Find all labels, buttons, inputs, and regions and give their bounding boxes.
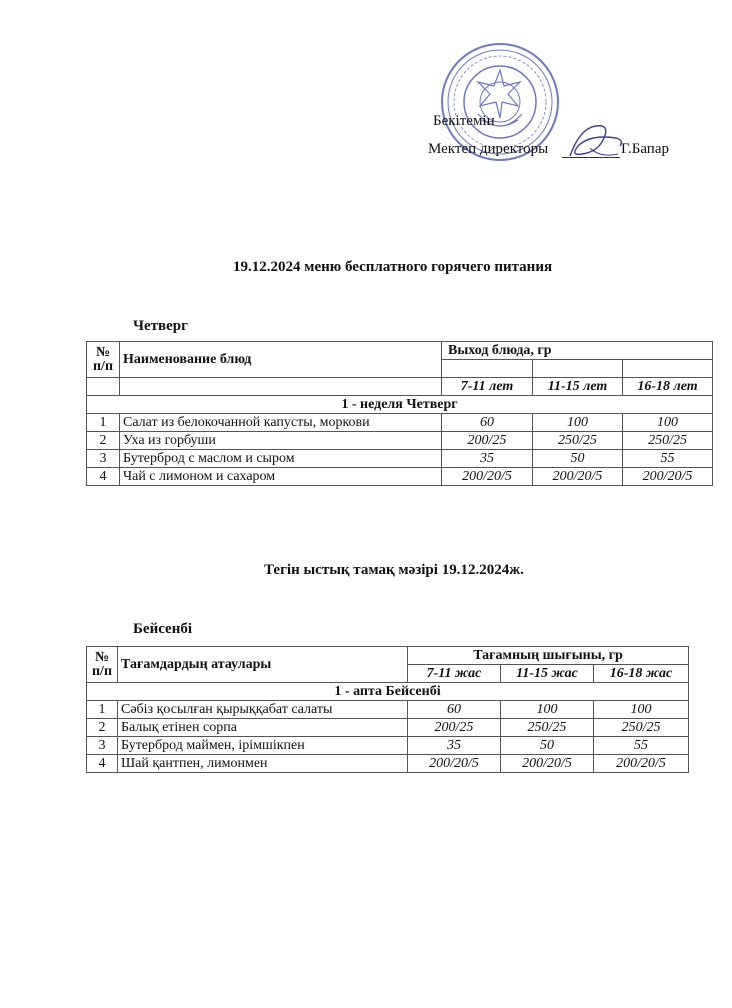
table-row	[87, 468, 713, 486]
portion-value: 250/25	[594, 719, 689, 737]
portion-value: 250/25	[623, 432, 713, 450]
dish-name: Чай с лимоном и сахаром	[120, 468, 442, 486]
portion-value: 100	[501, 701, 594, 719]
ru-blank-cell	[623, 360, 713, 378]
kz-menu-table	[86, 646, 689, 773]
portion-value: 60	[442, 414, 533, 432]
dish-name: Шай қантпен, лимонмен	[118, 755, 408, 773]
row-number: 3	[87, 450, 120, 468]
row-number: 2	[87, 432, 120, 450]
ru-blank-cell	[442, 360, 533, 378]
portion-value: 200/20/5	[408, 755, 501, 773]
portion-value: 200/20/5	[501, 755, 594, 773]
director-label: Мектеп директоры	[428, 141, 549, 157]
kz-col-yield: Тағамның шығыны, гр	[408, 647, 689, 665]
approved-label: Бекітемін	[433, 113, 495, 129]
table-row	[87, 719, 689, 737]
portion-value: 35	[408, 737, 501, 755]
dish-name: Уха из горбуши	[120, 432, 442, 450]
portion-value: 35	[442, 450, 533, 468]
portion-value: 250/25	[501, 719, 594, 737]
dish-name: Балық етінен сорпа	[118, 719, 408, 737]
director-name: Г.Бапар	[621, 141, 669, 157]
portion-value: 50	[533, 450, 623, 468]
kz-age-group: 7-11 жас	[408, 665, 501, 683]
row-number: 1	[87, 414, 120, 432]
table-row	[87, 737, 689, 755]
row-number: 4	[87, 755, 118, 773]
kz-col-no: № п/п	[87, 647, 118, 683]
table-row	[87, 701, 689, 719]
portion-value: 200/20/5	[594, 755, 689, 773]
ru-blank-cell	[533, 360, 623, 378]
dish-name: Бутерброд с маслом и сыром	[120, 450, 442, 468]
ru-age-group: 16-18 лет	[623, 378, 713, 396]
portion-value: 200/20/5	[442, 468, 533, 486]
ru-blank-cell	[87, 378, 120, 396]
row-number: 3	[87, 737, 118, 755]
row-number: 1	[87, 701, 118, 719]
kz-col-name: Тағамдардың атаулары	[118, 647, 408, 683]
portion-value: 55	[594, 737, 689, 755]
table-row	[87, 432, 713, 450]
portion-value: 60	[408, 701, 501, 719]
dish-name: Бутерброд маймен, ірімшікпен	[118, 737, 408, 755]
portion-value: 100	[533, 414, 623, 432]
portion-value: 55	[623, 450, 713, 468]
portion-value: 100	[594, 701, 689, 719]
ru-age-group: 7-11 лет	[442, 378, 533, 396]
portion-value: 50	[501, 737, 594, 755]
ru-day-label: Четверг	[133, 318, 188, 334]
ru-menu-title: 19.12.2024 меню бесплатного горячего питания	[233, 259, 553, 275]
table-row	[87, 450, 713, 468]
dish-name: Сәбіз қосылған қырыққабат салаты	[118, 701, 408, 719]
dish-name: Салат из белокочанной капусты, моркови	[120, 414, 442, 432]
ru-col-yield: Выход блюда, гр	[442, 342, 713, 360]
row-number: 2	[87, 719, 118, 737]
portion-value: 200/20/5	[533, 468, 623, 486]
kz-age-group: 16-18 жас	[594, 665, 689, 683]
ru-col-no: № п/п	[87, 342, 120, 378]
row-number: 4	[87, 468, 120, 486]
ru-menu-table	[86, 341, 713, 486]
director-signature	[560, 118, 630, 164]
portion-value: 200/20/5	[623, 468, 713, 486]
ru-week-row: 1 - неделя Четверг	[87, 396, 713, 414]
table-row	[87, 755, 689, 773]
kz-age-group: 11-15 жас	[501, 665, 594, 683]
kz-menu-title: Тегін ыстық тамақ мәзірі 19.12.2024ж.	[264, 562, 524, 578]
ru-age-group: 11-15 лет	[533, 378, 623, 396]
portion-value: 100	[623, 414, 713, 432]
portion-value: 200/25	[408, 719, 501, 737]
table-row	[87, 414, 713, 432]
ru-blank-cell	[120, 378, 442, 396]
kz-day-label: Бейсенбі	[133, 621, 193, 637]
portion-value: 250/25	[533, 432, 623, 450]
portion-value: 200/25	[442, 432, 533, 450]
kz-week-row: 1 - апта Бейсенбі	[87, 683, 689, 701]
ru-col-name: Наименование блюд	[120, 342, 442, 378]
